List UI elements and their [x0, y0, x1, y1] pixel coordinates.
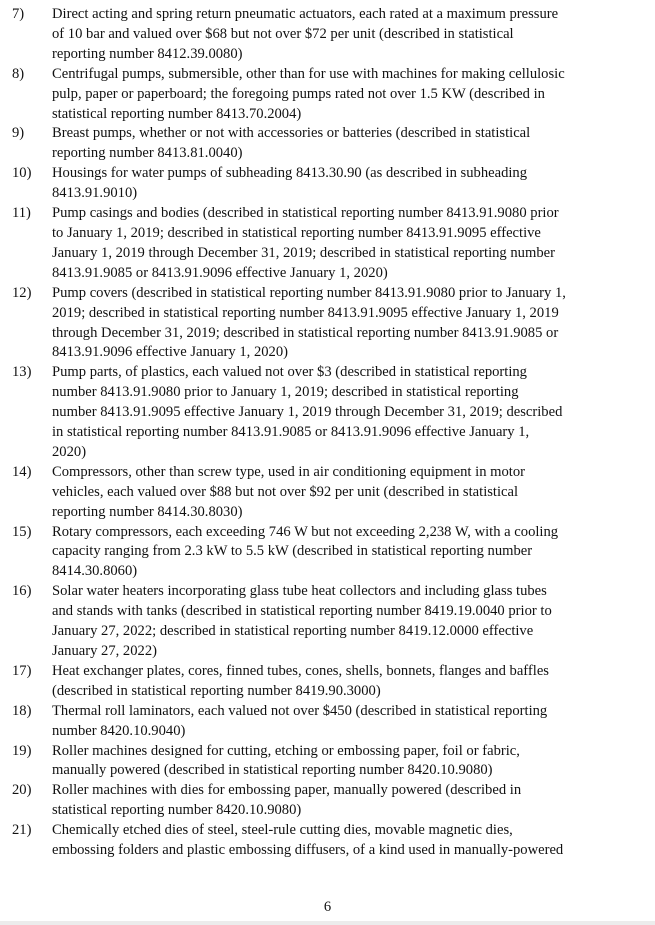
- item-text-line: manually powered (described in statistical reporting number 8420.10.9080): [52, 762, 493, 779]
- item-number: 20): [12, 782, 32, 799]
- item-text-line: January 1, 2019 through December 31, 2019; described in statistical reporting number: [52, 244, 555, 261]
- item-text: [52, 363, 642, 463]
- item-text: [52, 821, 642, 861]
- item-text-line: January 27, 2022; described in statistical reporting number 8419.12.0000 effective: [52, 623, 534, 640]
- item-text-line: statistical reporting number 8420.10.9080): [52, 802, 302, 819]
- item-number: 18): [12, 702, 32, 719]
- list-item: [12, 124, 642, 164]
- item-text: [52, 463, 642, 523]
- list-item: [12, 5, 642, 65]
- list-item: [12, 781, 642, 821]
- item-text-line: Chemically etched dies of steel, steel-rule cutting dies, movable magnetic dies,: [52, 822, 513, 839]
- item-text-line: reporting number 8414.30.8030): [52, 503, 243, 520]
- item-text-line: statistical reporting number 8413.70.2004): [52, 105, 302, 122]
- item-text-line: 2020): [52, 443, 87, 460]
- list-item: [12, 821, 642, 861]
- item-text-line: pulp, paper or paperboard; the foregoing pumps rated not over 1.5 KW (described in: [52, 85, 545, 102]
- item-text-line: of 10 bar and valued over $68 but not over $72 per unit (described in statistical: [52, 25, 514, 42]
- list-item: [12, 363, 642, 463]
- item-text: [52, 164, 642, 204]
- item-text: [52, 65, 642, 125]
- item-text: [52, 124, 642, 164]
- list-item: [12, 65, 642, 125]
- item-text-line: Pump parts, of plastics, each valued not over $3 (described in statistical reporting: [52, 364, 527, 381]
- list-item: [12, 582, 642, 662]
- item-number: 8): [12, 65, 25, 82]
- item-text: [52, 702, 642, 742]
- list-item: [12, 523, 642, 583]
- item-text-line: 8414.30.8060): [52, 563, 138, 580]
- item-text-line: embossing folders and plastic embossing diffusers, of a kind used in manually-powered: [52, 842, 564, 859]
- item-text: [52, 204, 642, 284]
- page-number: 6: [323, 899, 332, 915]
- item-text-line: January 27, 2022): [52, 643, 157, 659]
- item-text-line: number 8413.91.9080 prior to January 1, 2019; described in statistical reporting: [52, 384, 519, 401]
- list-item: [12, 662, 642, 702]
- item-text-line: Thermal roll laminators, each valued not over $450 (described in statistical reporting: [52, 702, 548, 719]
- list-item: [12, 463, 642, 523]
- item-text-line: Pump covers (described in statistical reporting number 8413.91.9080 prior to January 1,: [52, 284, 566, 301]
- list-item: [12, 284, 642, 364]
- item-number: 13): [12, 364, 32, 381]
- item-text-line: capacity ranging from 2.3 kW to 5.5 kW (described in statistical reporting number: [52, 543, 533, 560]
- item-number: 11): [12, 205, 31, 222]
- item-number: 19): [12, 742, 32, 759]
- item-text: [52, 523, 642, 583]
- item-number: 16): [12, 583, 32, 600]
- item-text: [52, 284, 642, 364]
- item-number: 7): [12, 6, 25, 22]
- list-item: [12, 204, 642, 284]
- item-text-line: Pump casings and bodies (described in statistical reporting number 8413.91.9080 prior: [52, 205, 559, 222]
- item-number: 9): [12, 125, 25, 142]
- item-text-line: Solar water heaters incorporating glass tube heat collectors and including glass tubes: [52, 583, 547, 600]
- item-text-line: Roller machines designed for cutting, etching or embossing paper, foil or fabric,: [52, 742, 520, 759]
- item-text-line: number 8413.91.9095 effective January 1, 2019 through December 31, 2019; described: [52, 404, 563, 421]
- item-text: [52, 582, 642, 662]
- item-text-line: 2019; described in statistical reporting number 8413.91.9095 effective January 1, 2019: [52, 304, 559, 321]
- item-text-line: Direct acting and spring return pneumatic actuators, each rated at a maximum pressure: [52, 6, 559, 22]
- item-text-line: reporting number 8413.81.0040): [52, 145, 243, 162]
- item-text-line: 8413.91.9010): [52, 185, 138, 202]
- item-text-line: number 8420.10.9040): [52, 722, 186, 739]
- item-text-line: Rotary compressors, each exceeding 746 W but not exceeding 2,238 W, with a cooling: [52, 523, 559, 540]
- item-number: 17): [12, 662, 32, 679]
- item-text: [52, 662, 642, 702]
- item-text: [52, 781, 642, 821]
- list-item: [12, 742, 642, 782]
- item-text-line: to January 1, 2019; described in statistical reporting number 8413.91.9095 effective: [52, 224, 541, 241]
- item-number: 12): [12, 284, 32, 301]
- item-list: [12, 5, 642, 861]
- item-text-line: Breast pumps, whether or not with accessories or batteries (described in statistical: [52, 125, 531, 142]
- item-number: 14): [12, 463, 32, 480]
- item-number: 10): [12, 165, 32, 182]
- item-text-line: Centrifugal pumps, submersible, other than for use with machines for making cellulosic: [52, 65, 565, 82]
- item-text-line: through December 31, 2019; described in statistical reporting number 8413.91.9085 or: [52, 324, 559, 341]
- item-text-line: and stands with tanks (described in statistical reporting number 8419.19.0040 prior to: [52, 603, 552, 620]
- list-item: [12, 164, 642, 204]
- item-text-line: Compressors, other than screw type, used in air conditioning equipment in motor: [52, 463, 525, 480]
- item-number: 21): [12, 822, 32, 839]
- item-number: 15): [12, 523, 32, 540]
- item-text-line: 8413.91.9096 effective January 1, 2020): [52, 344, 289, 361]
- item-text-line: in statistical reporting number 8413.91.9085 or 8413.91.9096 effective January 1,: [52, 424, 530, 441]
- item-text: [52, 5, 642, 65]
- item-text-line: reporting number 8412.39.0080): [52, 45, 243, 62]
- item-text-line: Roller machines with dies for embossing paper, manually powered (described in: [52, 782, 522, 799]
- item-text: [52, 742, 642, 782]
- item-text-line: 8413.91.9085 or 8413.91.9096 effective January 1, 2020): [52, 264, 388, 281]
- item-text-line: Heat exchanger plates, cores, finned tubes, cones, shells, bonnets, flanges and baffles: [52, 662, 549, 679]
- item-text-line: (described in statistical reporting number 8419.90.3000): [52, 682, 381, 699]
- item-text-line: Housings for water pumps of subheading 8413.30.90 (as described in subheading: [52, 165, 528, 182]
- page-bottom-edge: [0, 921, 655, 925]
- list-item: [12, 702, 642, 742]
- item-text-line: vehicles, each valued over $88 but not over $92 per unit (described in statistical: [52, 483, 519, 500]
